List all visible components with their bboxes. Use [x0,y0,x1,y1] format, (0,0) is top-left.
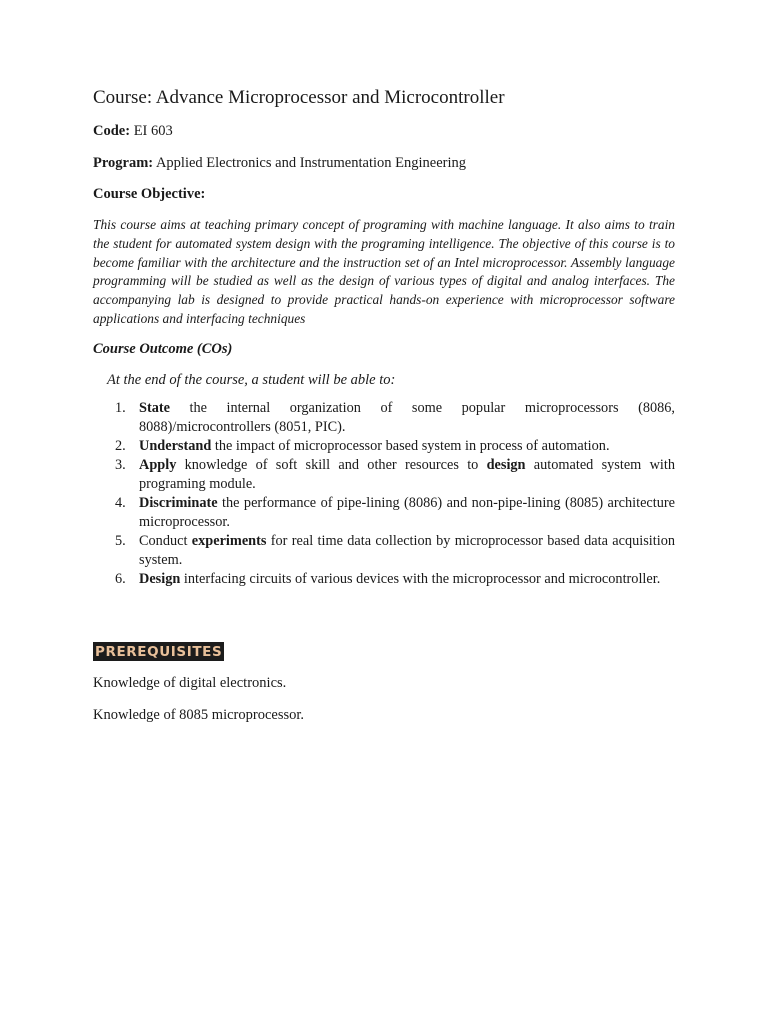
outcome-number: 2. [115,438,126,454]
outcome-text: the performance of pipe-lining (8086) and non-pipe-lining (8085) architecture microprocessor. [139,495,675,530]
outcome-keyword: State [139,400,170,416]
outcome-heading: Course Outcome (COs) [93,341,233,357]
code-label: Code: [93,123,131,139]
outcome-text: interfacing circuits of various devices with the microprocessor and microcontroller. [180,571,661,587]
outcome-item [115,437,675,456]
code-value: EI 603 [133,123,173,139]
outcome-item [115,494,675,532]
outcome-item [115,456,675,494]
prerequisites-heading: PREREQUISITES [95,644,223,660]
outcome-keyword: Discriminate [139,495,218,511]
program-line [93,155,466,172]
outcome-keyword: design [486,457,526,473]
outcome-number: 4. [115,495,126,511]
outcome-text: knowledge of soft skill and other resources to [176,457,487,473]
outcome-number: 6. [115,571,126,587]
course-title: Course: Advance Microprocessor and Microcontroller [93,87,505,108]
outcome-text: automated system with programing module. [139,457,675,492]
outcome-number: 3. [115,457,126,473]
prerequisite-item-2: Knowledge of 8085 microprocessor. [93,707,305,723]
outcome-number: 1. [115,400,126,416]
program-value: Applied Electronics and Instrumentation Engineering [155,155,467,171]
outcome-intro: At the end of the course, a student will be able to: [107,372,396,388]
outcome-keyword: Understand [139,438,212,454]
outcome-item [115,532,675,570]
program-label: Program: [93,155,154,171]
outcome-list [93,399,675,589]
outcome-keyword: Design [139,571,181,587]
course-code-line [93,123,173,140]
outcome-number: 5. [115,533,126,549]
objective-heading: Course Objective: [93,186,206,202]
outcome-text: Conduct [139,533,192,549]
objective-text: This course aims at teaching primary concept of programing with machine language. It also aims to train the student for automated system design with the programing intelligence. The objective of this course is to become familiar with the architecture and the instruction set of an Intel microprocessor. Assembly language programming will be studied as well as the design of various types of digital and analog interfaces. The accompanying lab is designed to provide practical hands-on experience with microprocessor software applications and interfacing techniques [93,217,675,326]
outcome-text: the internal organization of some popular microprocessors (8086, 8088)/microcontrollers (8051, PIC). [139,400,675,435]
outcome-item [115,399,675,437]
outcome-text: for real time data collection by microprocessor based data acquisition system. [139,533,675,568]
outcome-text: the impact of microprocessor based system in process of automation. [211,438,610,454]
outcome-keyword: Apply [139,457,177,473]
outcome-keyword: experiments [191,533,267,549]
prerequisite-item-1: Knowledge of digital electronics. [93,675,287,691]
outcome-item [115,570,675,589]
